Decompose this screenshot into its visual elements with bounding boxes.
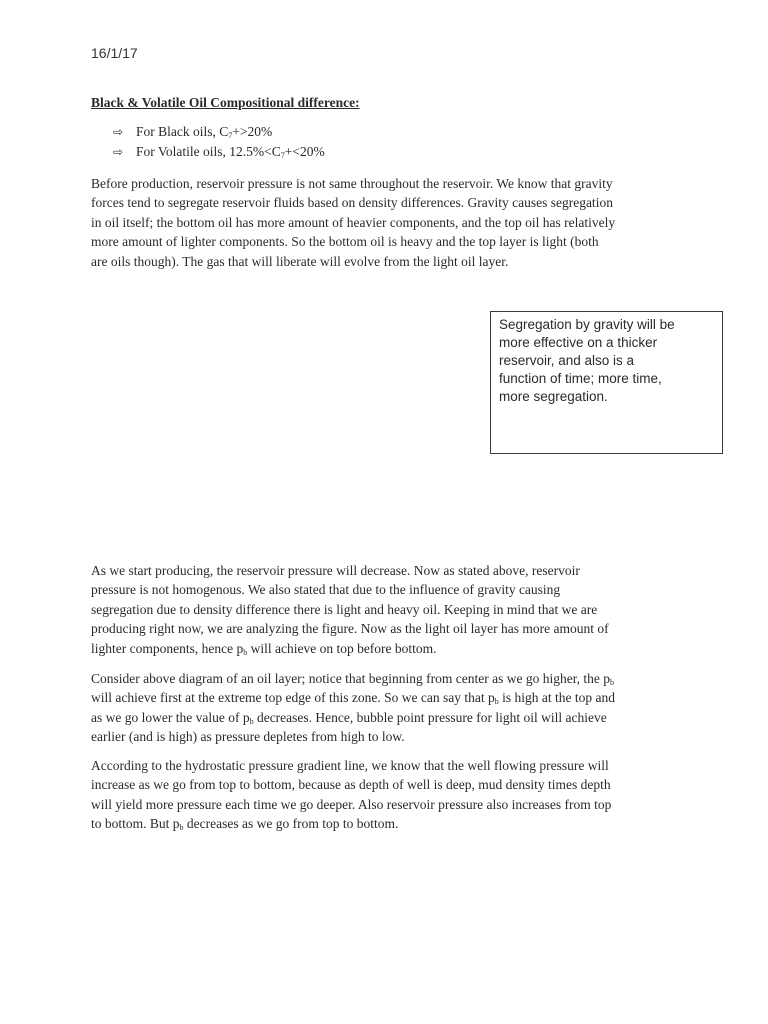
text-line: will achieve first at the extreme top edge of this zone. So we can say that $p_b$ is high at the top and — [91, 690, 615, 707]
paragraph-before-production — [91, 174, 683, 271]
text-line: According to the hydrostatic pressure gradient line, we know that the well flowing pressure will — [91, 758, 609, 773]
callout-line: more effective on a thicker — [499, 335, 658, 350]
text-line: forces tend to segregate reservoir fluids based on density differences. Gravity causes segregation — [91, 195, 613, 211]
arrow-bullet-icon: ⇨ — [113, 145, 124, 159]
bullet-list — [113, 122, 325, 162]
list-item — [113, 122, 325, 142]
text-line: Before production, reservoir pressure is not same throughout the reservoir. We know that gravity — [91, 176, 613, 191]
callout-line: reservoir, and also is a — [499, 353, 635, 368]
text-line: Consider above diagram of an oil layer; notice that beginning from center as we go higher, the $p_b$ — [91, 671, 615, 687]
paragraph-start-producing — [91, 561, 683, 658]
section-heading: Black & Volatile Oil Compositional difference: — [91, 95, 360, 110]
text-line: lighter components, hence $p_b$ will achieve on top before bottom. — [91, 640, 437, 657]
bullet-text: For Volatile oils, $12.5\%<C_7+<20\%$ — [136, 144, 325, 160]
arrow-bullet-icon: ⇨ — [113, 125, 124, 139]
text-line: earlier (and is high) as pressure depletes from high to low. — [91, 729, 405, 745]
date: 16/1/17 — [91, 45, 138, 61]
callout-line: more segregation. — [499, 389, 608, 404]
list-item — [113, 142, 325, 162]
text-line: segregation due to density difference there is light and heavy oil. Keeping in mind that we are — [91, 601, 598, 617]
callout-line: Segregation by gravity will be — [499, 317, 675, 332]
callout-line: function of time; more time, — [499, 371, 662, 386]
text-line: As we start producing, the reservoir pressure will decrease. Now as stated above, reservoir — [91, 563, 580, 578]
text-line: to bottom. But $p_b$ decreases as we go from top to bottom. — [91, 816, 399, 833]
paragraph-hydrostatic-gradient — [91, 756, 683, 834]
text-line: in oil itself; the bottom oil has more amount of heavier components, and the top oil has relatively — [91, 214, 616, 230]
callout-text-box — [490, 311, 723, 454]
text-line: will yield more pressure each time we go deeper. Also reservoir pressure also increases from top — [91, 796, 612, 812]
text-line: as we go lower the value of $p_b$ decreases. Hence, bubble point pressure for light oil will achieve — [91, 709, 607, 726]
bullet-text: For Black oils, $C_7+>20\%$ — [136, 124, 273, 140]
text-line: are oils though). The gas that will liberate will evolve from the light oil layer. — [91, 253, 509, 269]
paragraph-consider-diagram — [91, 669, 683, 747]
text-line: producing right now, we are analyzing the figure. Now as the light oil layer has more amount of — [91, 621, 609, 637]
text-line: increase as we go from top to bottom, because as depth of well is deep, mud density times depth — [91, 777, 611, 793]
text-line: more amount of lighter components. So the bottom oil is heavy and the top layer is light (both — [91, 234, 599, 250]
text-line: pressure is not homogenous. We also stated that due to the influence of gravity causing — [91, 582, 561, 598]
